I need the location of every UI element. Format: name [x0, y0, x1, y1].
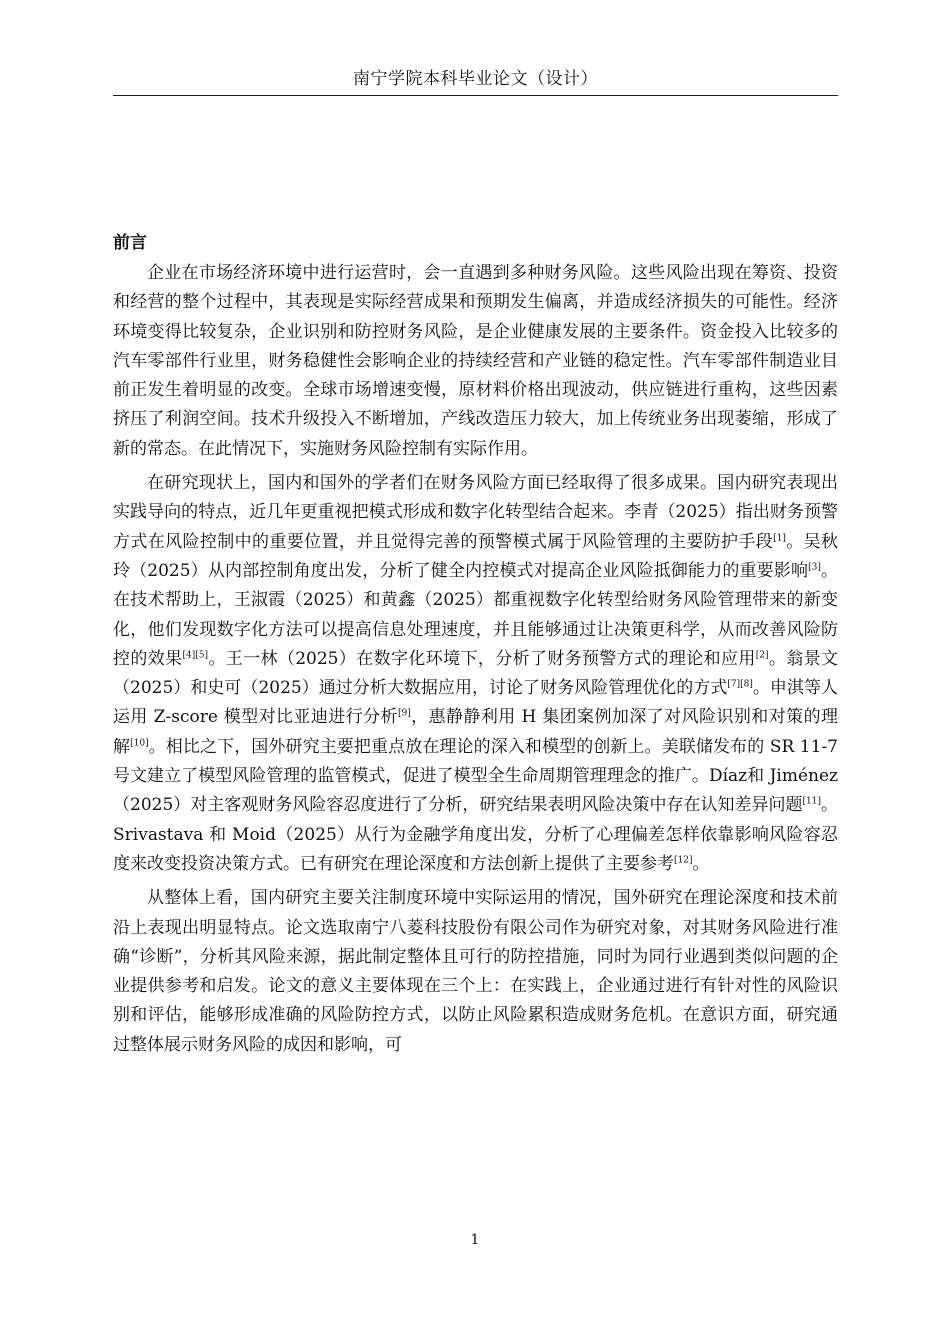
paragraph-text: 从整体上看，国内研究主要关注制度环境中实际运用的情况，国外研究在理论深度和技术前沿上表现出明显特点。论文选取南宁八菱科技股份有限公司作为研究对象，对其财务风险进行准确“诊断”，分析其风险来源，据此制定整体且可行的防控措施，同时为同行业遇到类似问题的企业提供参考和启发。论文的意义主要体现在三个上：在实践上，企业通过进行有针对性的风险识别和评估，能够形成准确的风险防控方式，以防止风险累积造成财务危机。在意识方面，研究通过整体展示财务风险的成因和影响，可 — [113, 888, 838, 1055]
main-content — [113, 228, 838, 1060]
citation-marker: [9] — [397, 708, 411, 719]
citation-marker: [10] — [130, 738, 149, 749]
paragraph-text: 。翁景文（2025）和史可（2025）通过分析大数据应用，讨论了财务风险管理优化的方式 — [113, 648, 839, 699]
citation-marker: [11] — [802, 796, 821, 807]
citation-marker: [7][8] — [727, 679, 753, 690]
paragraph-text: 。在技术帮助上，王淑霞（2025）和黄鑫（2025）都重视数字化转型给财务风险管理带来的新变化，他们发现数字化方法可以提高信息处理速度，并且能够通过让决策更科学，从而改善风险防控的效果 — [113, 560, 839, 669]
paragraph-text: 。 — [692, 853, 710, 874]
page-header: 南宁学院本科毕业论文（设计） — [353, 69, 598, 89]
paragraph-text: 企业在市场经济环境中进行运营时，会一直遇到多种财务风险。这些风险出现在筹资、投资和经营的整个过程中，其表现是实际经营成果和预期发生偏离，并造成经济损失的可能性。经济环境变得比较复杂，企业识别和防控财务风险，是企业健康发展的主要条件。资金投入比较多的汽车零部件行业里，财务稳健性会影响企业的持续经营和产业链的稳定性。汽车零部件制造业目前正发生着明显的改变。全球市场增速变慢，原材料价格出现波动，供应链进行重构，这些因素挤压了利润空间。技术升级投入不断增加，产线改造压力较大，加上传统业务出现萎缩，形成了新的常态。在此情况下，实施财务风险控制有实际作用。 — [113, 263, 838, 459]
page-number: 1 — [470, 1232, 480, 1248]
header-rule — [113, 95, 838, 96]
paragraph-text: ，惠静静利用 H 集团案例加深了对风险识别和对策的理解 — [113, 707, 838, 757]
section-title: 前言 — [113, 233, 147, 253]
paragraph-list — [113, 259, 838, 1060]
citation-marker: [1] — [773, 533, 786, 544]
citation-marker: [3] — [808, 562, 821, 573]
paragraph-text: 在研究现状上，国内和国外的学者们在财务风险方面已经取得了很多成果。国内研究表现出实践导向的特点，近几年更重视把模式形成和数字化转型结合起来。李青（2025）指出财务预警方式在风险控制中的重要位置，并且觉得完善的预警模式属于风险管理的主要防护手段 — [113, 473, 838, 552]
citation-marker: [2] — [755, 650, 769, 661]
paragraph-text: 。相比之下，国外研究主要把重点放在理论的深入和模型的创新上。美联储发布的 SR 11-7 号文建立了模型风险管理的监管模式，促进了模型全生命周期管理理念的推广。Díaz和 Jiménez（2025）对主客观财务风险容忍度进行了分析，研究结果表明风险决策中存在认知差异问题 — [113, 736, 838, 816]
citation-marker: [12] — [674, 855, 693, 866]
paragraph-text: 。吴秋玲（2025）从内部控制角度出发，分析了健全内控模式对提高企业风险抵御能力的重要影响 — [113, 531, 839, 581]
body-paragraph — [113, 469, 838, 879]
paragraph-text: 。申淇等人运用 Z-score 模型对比亚迪进行分析 — [113, 678, 839, 728]
paragraph-text: 。Srivastava 和 Moid（2025）从行为金融学角度出发，分析了心理偏差怎样依靠影响风险容忍度来改变投资决策方式。已有研究在理论深度和方法创新上提供了主要参考 — [113, 795, 839, 874]
citation-marker: [4][5] — [182, 650, 208, 661]
paragraph-text: 。王一林（2025）在数字化环境下，分析了财务预警方式的理论和应用 — [208, 648, 756, 669]
body-paragraph — [113, 884, 838, 1060]
body-paragraph — [113, 259, 838, 464]
